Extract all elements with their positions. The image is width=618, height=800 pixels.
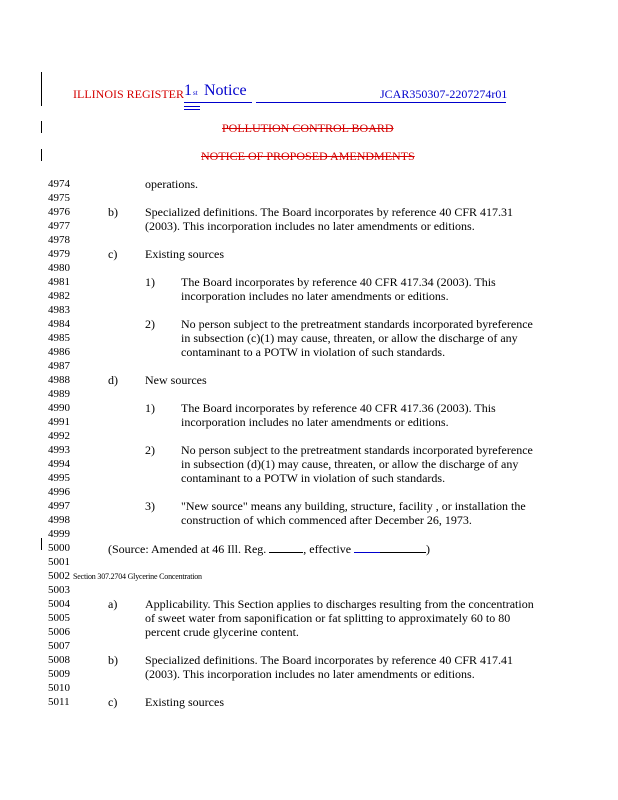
body-text: (2003). This incorporation includes no later amendments or editions.	[145, 667, 475, 681]
line-number: 4978	[48, 234, 70, 246]
change-bar	[41, 538, 42, 550]
section-heading: Section 307.2704 Glycerine Concentration	[73, 572, 202, 581]
body-text: No person subject to the pretreatment standards incorporated byreference	[181, 317, 533, 331]
line-number: 4995	[48, 472, 70, 484]
item-label: 1)	[145, 275, 155, 289]
line-number: 4997	[48, 500, 70, 512]
page-number: 1	[184, 82, 192, 99]
line-number: 4999	[48, 528, 70, 540]
line-number: 4984	[48, 318, 70, 330]
jcar-id: JCAR350307-2207274r01	[380, 87, 508, 101]
line-number: 4990	[48, 402, 70, 414]
body-text: The Board incorporates by reference 40 CFR 417.34 (2003). This	[181, 275, 496, 289]
body-text: No person subject to the pretreatment standards incorporated byreference	[181, 443, 533, 457]
line-number: 5011	[48, 696, 70, 708]
change-bar	[41, 72, 42, 106]
change-bar	[41, 121, 42, 133]
line-number: 4977	[48, 220, 70, 232]
line-number: 4975	[48, 192, 70, 204]
line-number: 5004	[48, 598, 70, 610]
register-title: ILLINOIS REGISTER	[73, 87, 184, 101]
body-text: contaminant to a POTW in violation of such standards.	[181, 471, 446, 485]
notice-label: Notice	[204, 82, 247, 99]
body-text: percent crude glycerine content.	[145, 625, 299, 639]
item-label: 3)	[145, 499, 155, 513]
line-number: 5003	[48, 584, 70, 596]
item-label: 2)	[145, 317, 155, 331]
body-text: Specialized definitions. The Board incorporates by reference 40 CFR 417.31	[145, 205, 514, 219]
source-close: )	[426, 542, 431, 556]
line-number: 5001	[48, 556, 70, 568]
body-text: "New source" means any building, structure, facility , or installation the	[181, 499, 526, 513]
body-text: (2003). This incorporation includes no later amendments or editions.	[145, 219, 475, 233]
line-number: 4998	[48, 514, 70, 526]
line-number: 4991	[48, 416, 70, 428]
body-text: in subsection (d)(1) may cause, threaten, or allow the discharge of any	[181, 457, 519, 471]
body-text: incorporation includes no later amendments or editions.	[181, 289, 449, 303]
line-number: 4974	[48, 178, 70, 190]
page-number-suffix: st	[193, 89, 198, 97]
line-number: 5010	[48, 682, 70, 694]
line-number: 4983	[48, 304, 70, 316]
item-label: d)	[108, 373, 118, 387]
line-number: 4982	[48, 290, 70, 302]
body-text: Applicability. This Section applies to discharges resulting from the concentration	[145, 597, 534, 611]
line-number: 5002	[48, 570, 70, 582]
line-number: 4976	[48, 206, 70, 218]
source-note	[108, 541, 430, 556]
item-label: 2)	[145, 443, 155, 457]
item-label: c)	[108, 695, 118, 709]
source-prefix: (Source: Amended at 46 Ill. Reg.	[108, 542, 267, 556]
line-number: 5005	[48, 612, 70, 624]
line-number: 4980	[48, 262, 70, 274]
body-text: of sweet water from saponification or fat splitting to approximately 60 to 80	[145, 611, 511, 625]
line-number: 4981	[48, 276, 70, 288]
notice-title: NOTICE OF PROPOSED AMENDMENTS	[201, 149, 415, 163]
body-text: incorporation includes no later amendments or editions.	[181, 415, 449, 429]
item-label: 1)	[145, 401, 155, 415]
line-number: 4986	[48, 346, 70, 358]
body-text: Existing sources	[145, 695, 224, 709]
body-text: operations.	[145, 177, 198, 191]
body-text: construction of which commenced after December 26, 1973.	[181, 513, 472, 527]
body-text: New sources	[145, 373, 207, 387]
change-bar	[41, 149, 42, 161]
body-text: contaminant to a POTW in violation of such standards.	[181, 345, 446, 359]
body-text: Specialized definitions. The Board incorporates by reference 40 CFR 417.41	[145, 653, 514, 667]
source-effective: , effective	[303, 542, 352, 556]
body-text: in subsection (c)(1) may cause, threaten, or allow the discharge of any	[181, 331, 518, 345]
line-number: 4979	[48, 248, 70, 260]
body-text: The Board incorporates by reference 40 CFR 417.36 (2003). This	[181, 401, 496, 415]
item-label: c)	[108, 247, 118, 261]
item-label: b)	[108, 653, 118, 667]
line-number: 5000	[48, 542, 70, 554]
body-text: Existing sources	[145, 247, 224, 261]
line-number: 4989	[48, 388, 70, 400]
line-number: 5007	[48, 640, 70, 652]
line-number: 4994	[48, 458, 70, 470]
line-number: 4987	[48, 360, 70, 372]
item-label: b)	[108, 205, 118, 219]
board-name: POLLUTION CONTROL BOARD	[222, 121, 394, 135]
line-number: 5006	[48, 626, 70, 638]
line-number: 4996	[48, 486, 70, 498]
line-number: 4985	[48, 332, 70, 344]
line-number: 5009	[48, 668, 70, 680]
line-number: 4992	[48, 430, 70, 442]
item-label: a)	[108, 597, 118, 611]
line-number: 4988	[48, 374, 70, 386]
line-number: 4993	[48, 444, 70, 456]
line-number: 5008	[48, 654, 70, 666]
